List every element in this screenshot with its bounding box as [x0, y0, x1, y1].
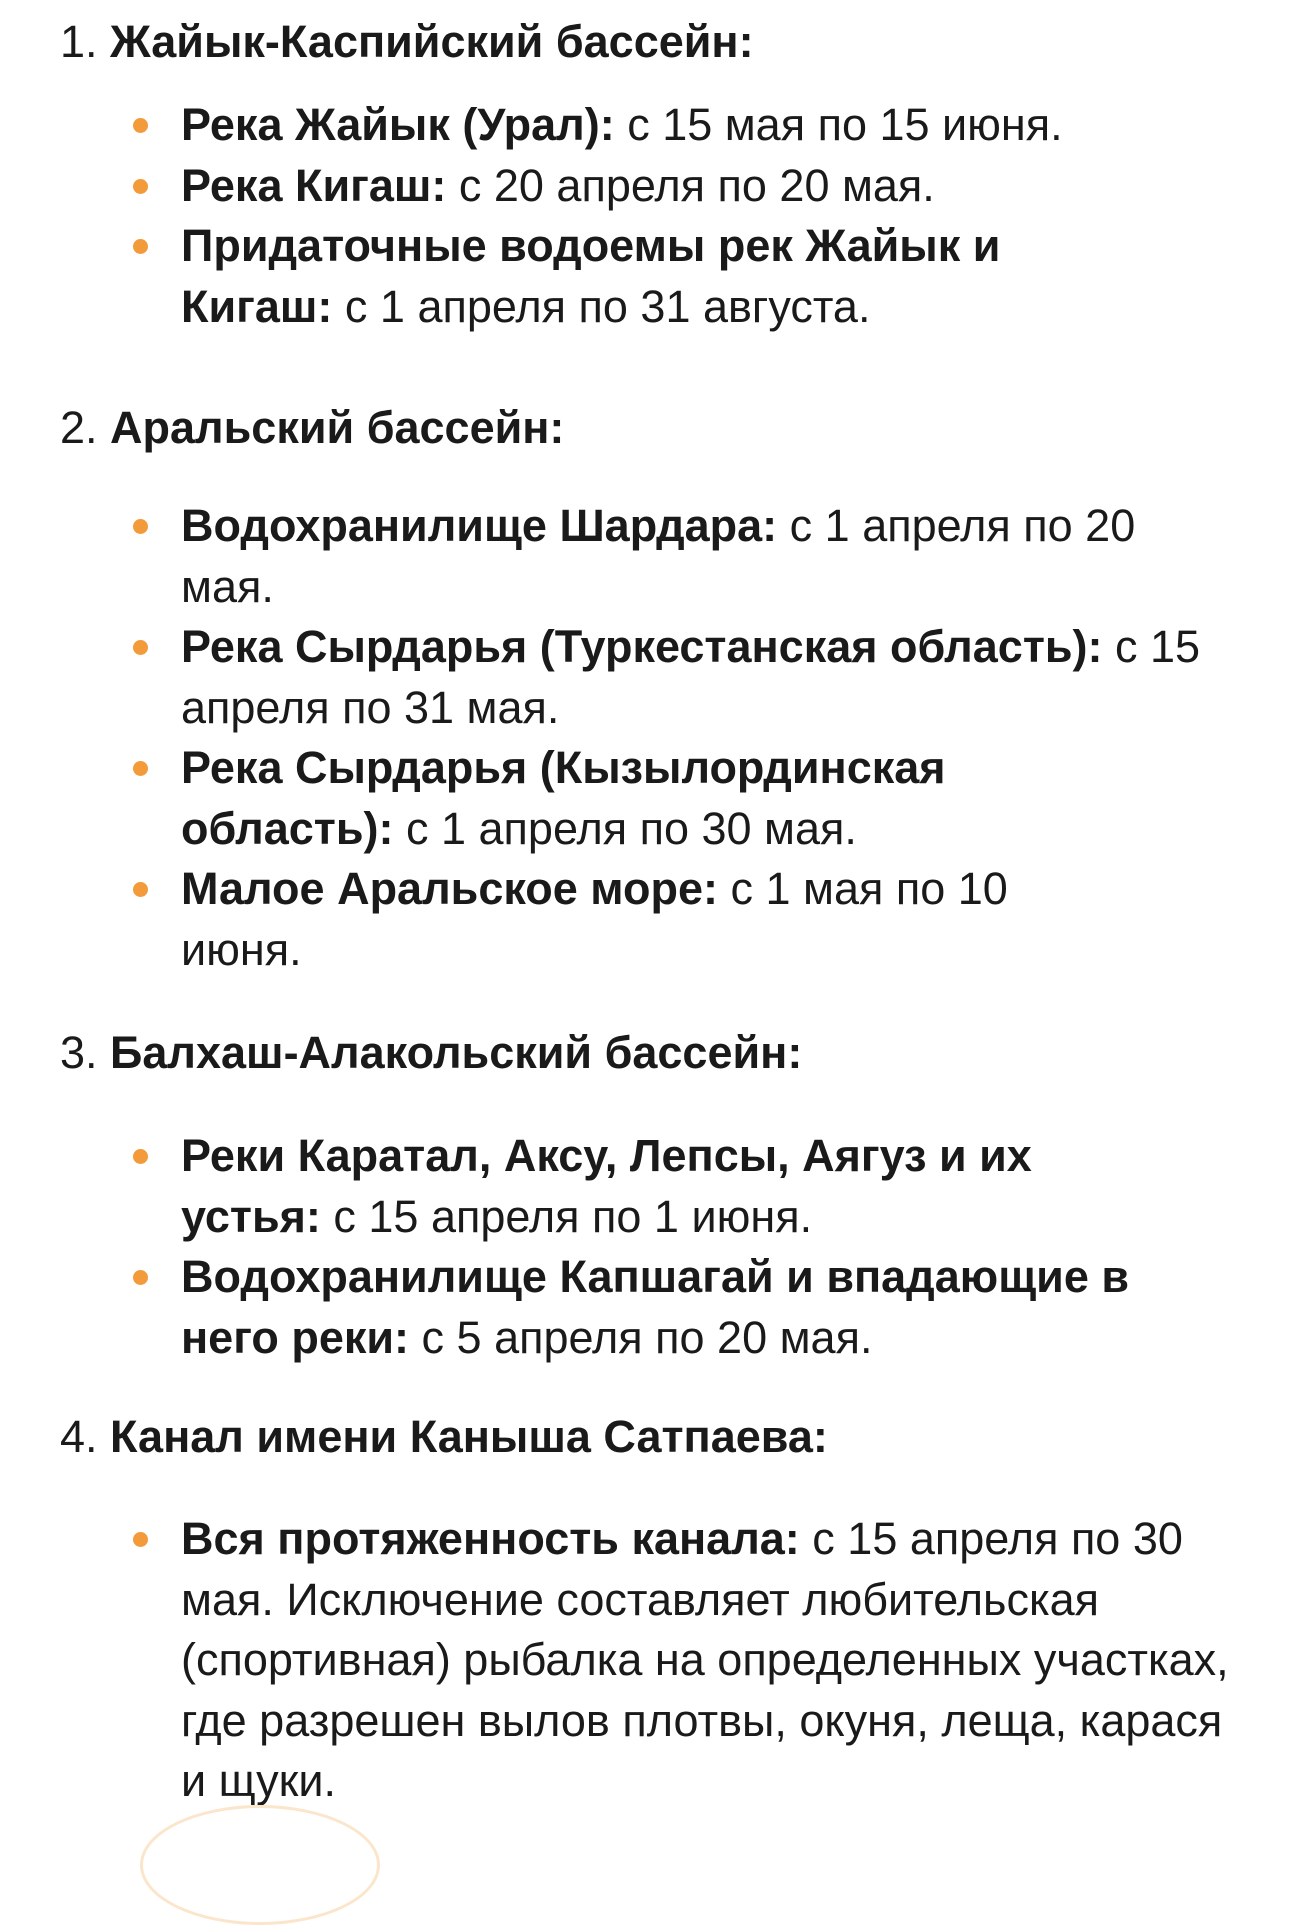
section-list: [0, 1509, 1290, 1812]
item-text: с 1 апреля по 20 мая.: [181, 500, 1136, 612]
bullet-icon: [133, 761, 148, 776]
item-text: с 1 апреля по 31 августа.: [332, 280, 871, 332]
bullet-icon: [133, 118, 148, 133]
bullet-icon: [133, 882, 148, 897]
list-item: [0, 738, 1290, 859]
item-text: с 15 мая по 15 июня.: [614, 99, 1063, 150]
item-text: с 15 апреля по 31 мая.: [181, 621, 1201, 733]
bullet-icon: [133, 179, 148, 194]
section-number: 2.: [60, 402, 98, 453]
list-item: [0, 1126, 1290, 1247]
section-title: Балхаш-Алакольский бассейн:: [110, 1027, 803, 1078]
section-heading: [60, 12, 754, 72]
section-heading: [60, 1407, 828, 1467]
item-text: с 15 апреля по 1 июня.: [320, 1190, 813, 1242]
section-number: 3.: [60, 1027, 98, 1078]
item-label: Река Кигаш:: [181, 159, 447, 211]
list-item: [0, 1509, 1290, 1812]
bullet-icon: [133, 239, 148, 254]
item-text: с 15 апреля по 30 мая. Исключение составляет любительская (спортивная) рыбалка на определенных участках, где разрешен вылов плотвы, окуня, леща, карася и щуки.: [181, 1513, 1229, 1806]
section-list: [0, 1126, 1290, 1368]
section-list: [0, 496, 1290, 980]
list-item: [0, 496, 1290, 617]
bullet-icon: [133, 1149, 148, 1164]
section-heading: [60, 1023, 802, 1083]
bullet-icon: [133, 640, 148, 655]
list-item: [0, 1247, 1290, 1368]
list-item: [0, 617, 1290, 738]
section-title: Канал имени Каныша Сатпаева:: [110, 1411, 828, 1462]
item-label: Река Сырдарья (Кызылординская область):: [181, 742, 946, 854]
section-number: 4.: [60, 1411, 98, 1462]
section-title: Аральский бассейн:: [110, 402, 565, 453]
item-label: Придаточные водоемы рек Жайык и Кигаш:: [181, 220, 1001, 332]
list-item: [0, 156, 1290, 217]
item-text: с 20 апреля по 20 мая.: [446, 159, 935, 211]
item-text: с 1 апреля по 30 мая.: [393, 802, 857, 854]
item-label: Река Жайык (Урал):: [181, 99, 615, 150]
section-list: [0, 95, 1290, 337]
list-item: [0, 95, 1290, 156]
item-text: с 1 мая по 10 июня.: [181, 863, 1008, 975]
item-label: Водохранилище Капшагай и впадающие в него реки:: [181, 1251, 1130, 1363]
bullet-icon: [133, 1270, 148, 1285]
list-item: [0, 216, 1290, 337]
bullet-icon: [133, 519, 148, 534]
item-label: Малое Аральское море:: [181, 863, 718, 914]
item-label: Водохранилище Шардара:: [181, 500, 778, 551]
section-title: Жайык-Каспийский бассейн:: [110, 16, 754, 67]
item-label: Реки Каратал, Аксу, Лепсы, Аягуз и их устья:: [181, 1130, 1032, 1242]
item-text: с 5 апреля по 20 мая.: [409, 1311, 873, 1363]
bullet-icon: [133, 1532, 148, 1547]
section-heading: [60, 398, 564, 458]
decorative-arc: [140, 1805, 380, 1925]
item-label: Река Сырдарья (Туркестанская область):: [181, 621, 1103, 672]
item-label: Вся протяженность канала:: [181, 1513, 800, 1564]
list-item: [0, 859, 1290, 980]
section-number: 1.: [60, 16, 98, 67]
